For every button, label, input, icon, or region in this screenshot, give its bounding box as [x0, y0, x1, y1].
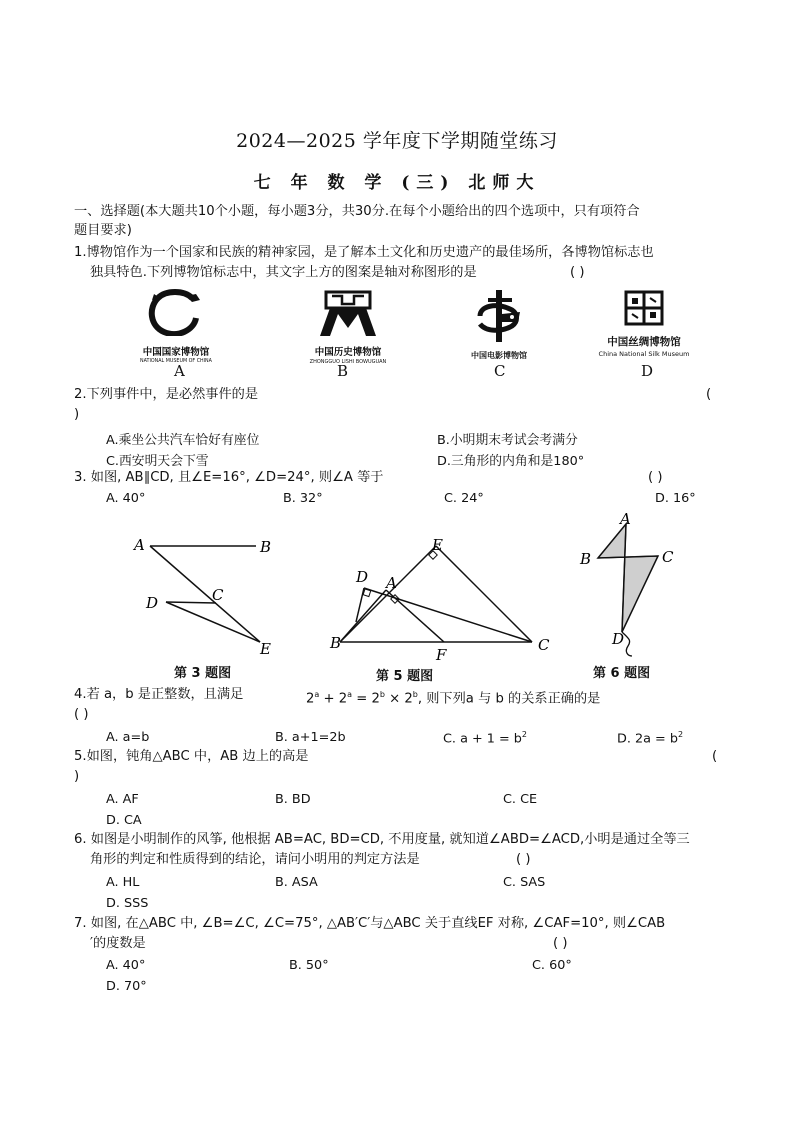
logo-a-cn: 中国国家博物馆 [142, 347, 210, 358]
q5-option-a: A. AF [106, 792, 139, 807]
q5-paren-close: ) [74, 769, 80, 784]
logo-c [456, 288, 542, 358]
fig5-label-b: B [330, 634, 342, 652]
logo-d-letter: D [641, 362, 654, 380]
q4-answer-paren: ( ) [74, 707, 89, 722]
q2-paren-close: ) [74, 407, 80, 422]
logo-a-letter: A [174, 362, 185, 380]
fig3-label-a: A [134, 536, 145, 554]
q5-option-d: D. CA [106, 813, 142, 828]
q4-option-b: B. a+1=2b [275, 730, 346, 745]
figure-3-diagram [120, 530, 290, 660]
q1-stem-line1: 1.博物馆作为一个国家和民族的精神家园，是了解本土文化和历史遗产的最佳场所，各博物馆标志也 [74, 245, 654, 260]
fig5-label-a: A [386, 574, 397, 592]
fig6-caption: 第 6 题图 [593, 666, 651, 681]
film-reel-icon [456, 288, 542, 344]
q6-stem-line2: 角形的判定和性质得到的结论，请问小明用的判定方法是 [90, 852, 420, 867]
q7-stem-line1: 7. 如图, 在△ABC 中, ∠B=∠C, ∠C=75°, △AB′C′与△ABC 关于直线EF 对称, ∠CAF=10°, 则∠CAB [74, 916, 666, 931]
q1-stem-line2: 独具特色.下列博物馆标志中，其文字上方的图案是轴对称图形的是 [90, 265, 477, 280]
q7-stem-line2: ′的度数是 [90, 936, 146, 951]
logo-d-en: China National Silk Museum [598, 350, 690, 358]
q6-answer-paren: ( ) [516, 852, 531, 867]
fig5-label-d: D [356, 568, 369, 586]
q5-option-c: C. CE [503, 792, 538, 807]
fig3-label-c: C [212, 586, 224, 604]
logo-d-cn: 中国丝绸博物馆 [607, 336, 681, 348]
q1-answer-paren: ( ) [570, 265, 585, 280]
q2-option-a: A.乘坐公共汽车恰好有座位 [106, 433, 260, 448]
bronze-vessel-icon [296, 288, 400, 338]
q4-stem-a: 4.若 a，b 是正整数，且满足 [74, 687, 244, 702]
figure-5-diagram [326, 532, 556, 662]
q2-paren-open: ( [706, 387, 712, 402]
q7-answer-paren: ( ) [553, 936, 568, 951]
q4-option-d: D. $2a = b^2$ [617, 730, 684, 747]
page-title: 2024—2025 学年度下学期随堂练习 [236, 130, 558, 152]
q7-option-c: C. 60° [532, 958, 572, 973]
section-heading-line1: 一、选择题(本大题共10个小题，每小题3分，共30分.在每个小题给出的四个选项中，只有项符合 [74, 204, 640, 219]
fig5-label-c: C [538, 636, 550, 654]
q5-stem: 5.如图，钝角△ABC 中，AB 边上的高是 [74, 749, 309, 764]
logo-c-letter: C [494, 362, 506, 380]
logo-b-en: ZHONGGUO LISHI BOWUGUAN [309, 359, 387, 365]
q2-stem: 2.下列事件中，是必然事件的是 [74, 387, 259, 402]
section-heading-line2: 题目要求) [74, 223, 132, 238]
fig6-kite [598, 524, 658, 632]
fig3-caption: 第 3 题图 [174, 666, 232, 681]
fig5-label-f: F [436, 646, 447, 662]
q7-option-b: B. 50° [289, 958, 329, 973]
q3-answer-paren: ( ) [648, 470, 663, 485]
q2-option-c: C.西安明天会下雪 [106, 454, 209, 469]
q3-stem: 3. 如图, AB∥CD, 且∠E=16°, ∠D=24°, 则∠A 等于 [74, 470, 384, 485]
logo-d [588, 288, 700, 358]
fig5-caption: 第 5 题图 [376, 669, 434, 684]
q2-option-d: D.三角形的内角和是180° [437, 454, 585, 469]
q2-option-b: B.小明期末考试会考满分 [437, 433, 578, 448]
fig6-label-c: C [662, 548, 674, 566]
q3-option-b: B. 32° [283, 491, 323, 506]
fig3-segment-dc [166, 602, 216, 603]
logo-c-cn: 中国电影博物馆 [471, 351, 527, 360]
logo-b [296, 288, 400, 365]
page-subtitle: 七 年 数 学 (三) 北师大 [253, 173, 541, 193]
logo-a [130, 288, 222, 364]
q6-option-a: A. HL [106, 875, 140, 890]
fig6-label-a: A [620, 510, 631, 528]
fig3-label-e: E [260, 640, 271, 658]
logo-b-cn: 中国历史博物馆 [314, 347, 382, 358]
logo-b-letter: B [337, 362, 349, 380]
q3-option-c: C. 24° [444, 491, 484, 506]
fig3-label-b: B [260, 538, 272, 556]
q6-option-c: C. SAS [503, 875, 546, 890]
fig3-segment-de [166, 602, 260, 642]
q4-equation: $2^a + 2^a = 2^b \times 2^b$, 则下列a 与 b 的关系正确的是 [306, 690, 601, 707]
fig3-label-d: D [146, 594, 159, 612]
logo-a-en: NATIONAL MUSEUM OF CHINA [140, 359, 212, 364]
q6-option-b: B. ASA [275, 875, 318, 890]
q5-option-b: B. BD [275, 792, 311, 807]
q4-option-a: A. a=b [106, 730, 150, 745]
q6-stem-line1: 6. 如图是小明制作的风筝, 他根据 AB=AC, BD=CD, 不用度量, 就知道∠ABD=∠ACD,小明是通过全等三 [74, 832, 690, 847]
fig6-label-b: B [580, 550, 592, 568]
figure-6-diagram [570, 508, 690, 658]
q7-option-d: D. 70° [106, 979, 147, 994]
q3-option-d: D. 16° [655, 491, 696, 506]
q4-option-c: C. $a + 1 = b^2$ [443, 730, 527, 747]
ring-dragon-icon [130, 288, 222, 336]
fig5-label-e: E [432, 536, 443, 554]
q7-option-a: A. 40° [106, 958, 146, 973]
q3-option-a: A. 40° [106, 491, 146, 506]
q5-paren-open: ( [712, 749, 718, 764]
fig3-segment-ae [150, 546, 260, 642]
q6-option-d: D. SSS [106, 896, 149, 911]
silk-seal-icon [588, 288, 700, 328]
fig6-label-d: D [612, 630, 625, 648]
